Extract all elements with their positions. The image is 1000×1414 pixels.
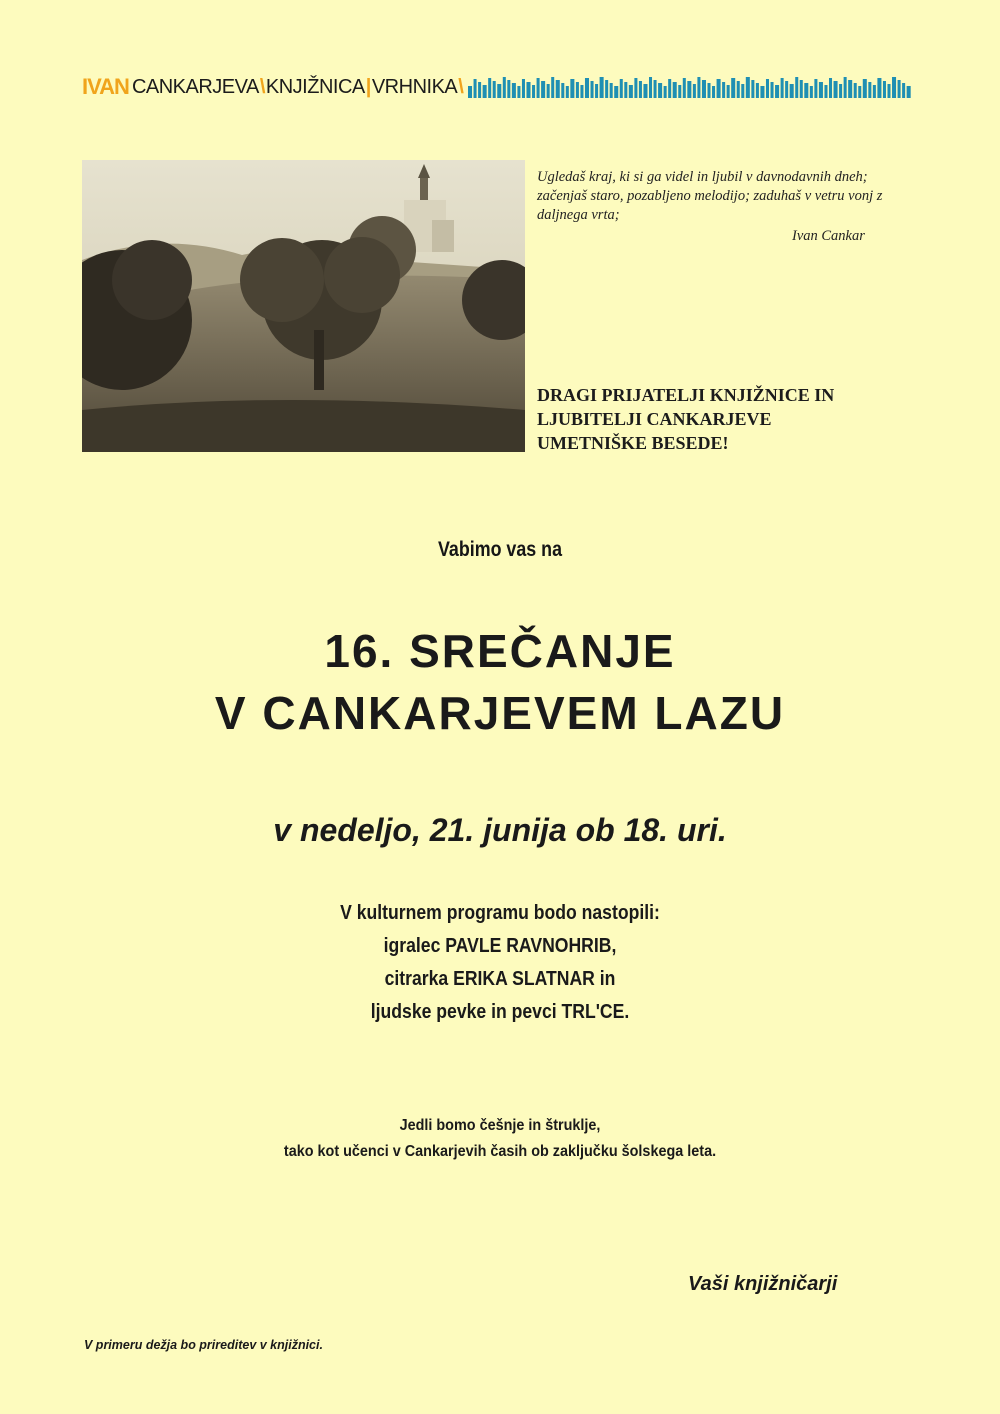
landscape-photo xyxy=(82,160,525,452)
refreshments-note xyxy=(0,1113,1000,1165)
program-performer-2: citrarka ERIKA SLATNAR in xyxy=(384,968,616,990)
book-spines-decoration xyxy=(468,76,912,98)
library-name-part-2: KNJIŽNICA xyxy=(265,75,365,98)
library-name xyxy=(132,76,464,99)
program-list xyxy=(0,897,1000,1029)
signature: Vaši knjižničarji xyxy=(688,1273,838,1295)
library-name-part-3: VRHNIKA xyxy=(371,75,458,98)
greeting-heading: DRAGI PRIJATELJI KNJIŽNICE IN LJUBITELJI CANKARJEVE UMETNIŠKE BESEDE! xyxy=(537,385,835,453)
library-header xyxy=(82,72,912,102)
event-title-line-2: V CANKARJEVEM LAZU xyxy=(214,687,786,739)
event-title xyxy=(0,620,1000,744)
rain-note: V primeru dežja bo prireditev v knjižnici. xyxy=(84,1338,323,1352)
separator-mark: | xyxy=(365,75,371,98)
event-date: v nedeljo, 21. junija ob 18. uri. xyxy=(273,812,727,848)
program-performer-3: ljudske pevke in pevci TRL'CE. xyxy=(370,1001,630,1023)
program-performer-1: igralec PAVLE RAVNOHRIB, xyxy=(383,935,617,957)
invitation-line: Vabimo vas na xyxy=(437,538,563,561)
library-name-part-1: CANKARJEVA xyxy=(131,75,259,98)
refreshments-line-1: Jedli bomo češnje in štruklje, xyxy=(399,1117,601,1134)
separator-mark: \ xyxy=(458,75,464,98)
library-logo: IVAN xyxy=(82,74,129,99)
quote-author: Ivan Cankar xyxy=(792,228,865,244)
program-intro: V kulturnem programu bodo nastopili: xyxy=(340,902,660,924)
separator-mark: \ xyxy=(259,75,265,98)
event-title-line-1: 16. SREČANJE xyxy=(324,625,676,677)
refreshments-line-2: tako kot učenci v Cankarjevih časih ob zaključku šolskega leta. xyxy=(283,1143,717,1160)
cankar-quote: Ugledaš kraj, ki si ga videl in ljubil v davnodavnih dneh; začenjaš staro, pozabljeno melodijo; zaduhaš v vetru vonj z daljnega vrta; xyxy=(537,169,883,223)
